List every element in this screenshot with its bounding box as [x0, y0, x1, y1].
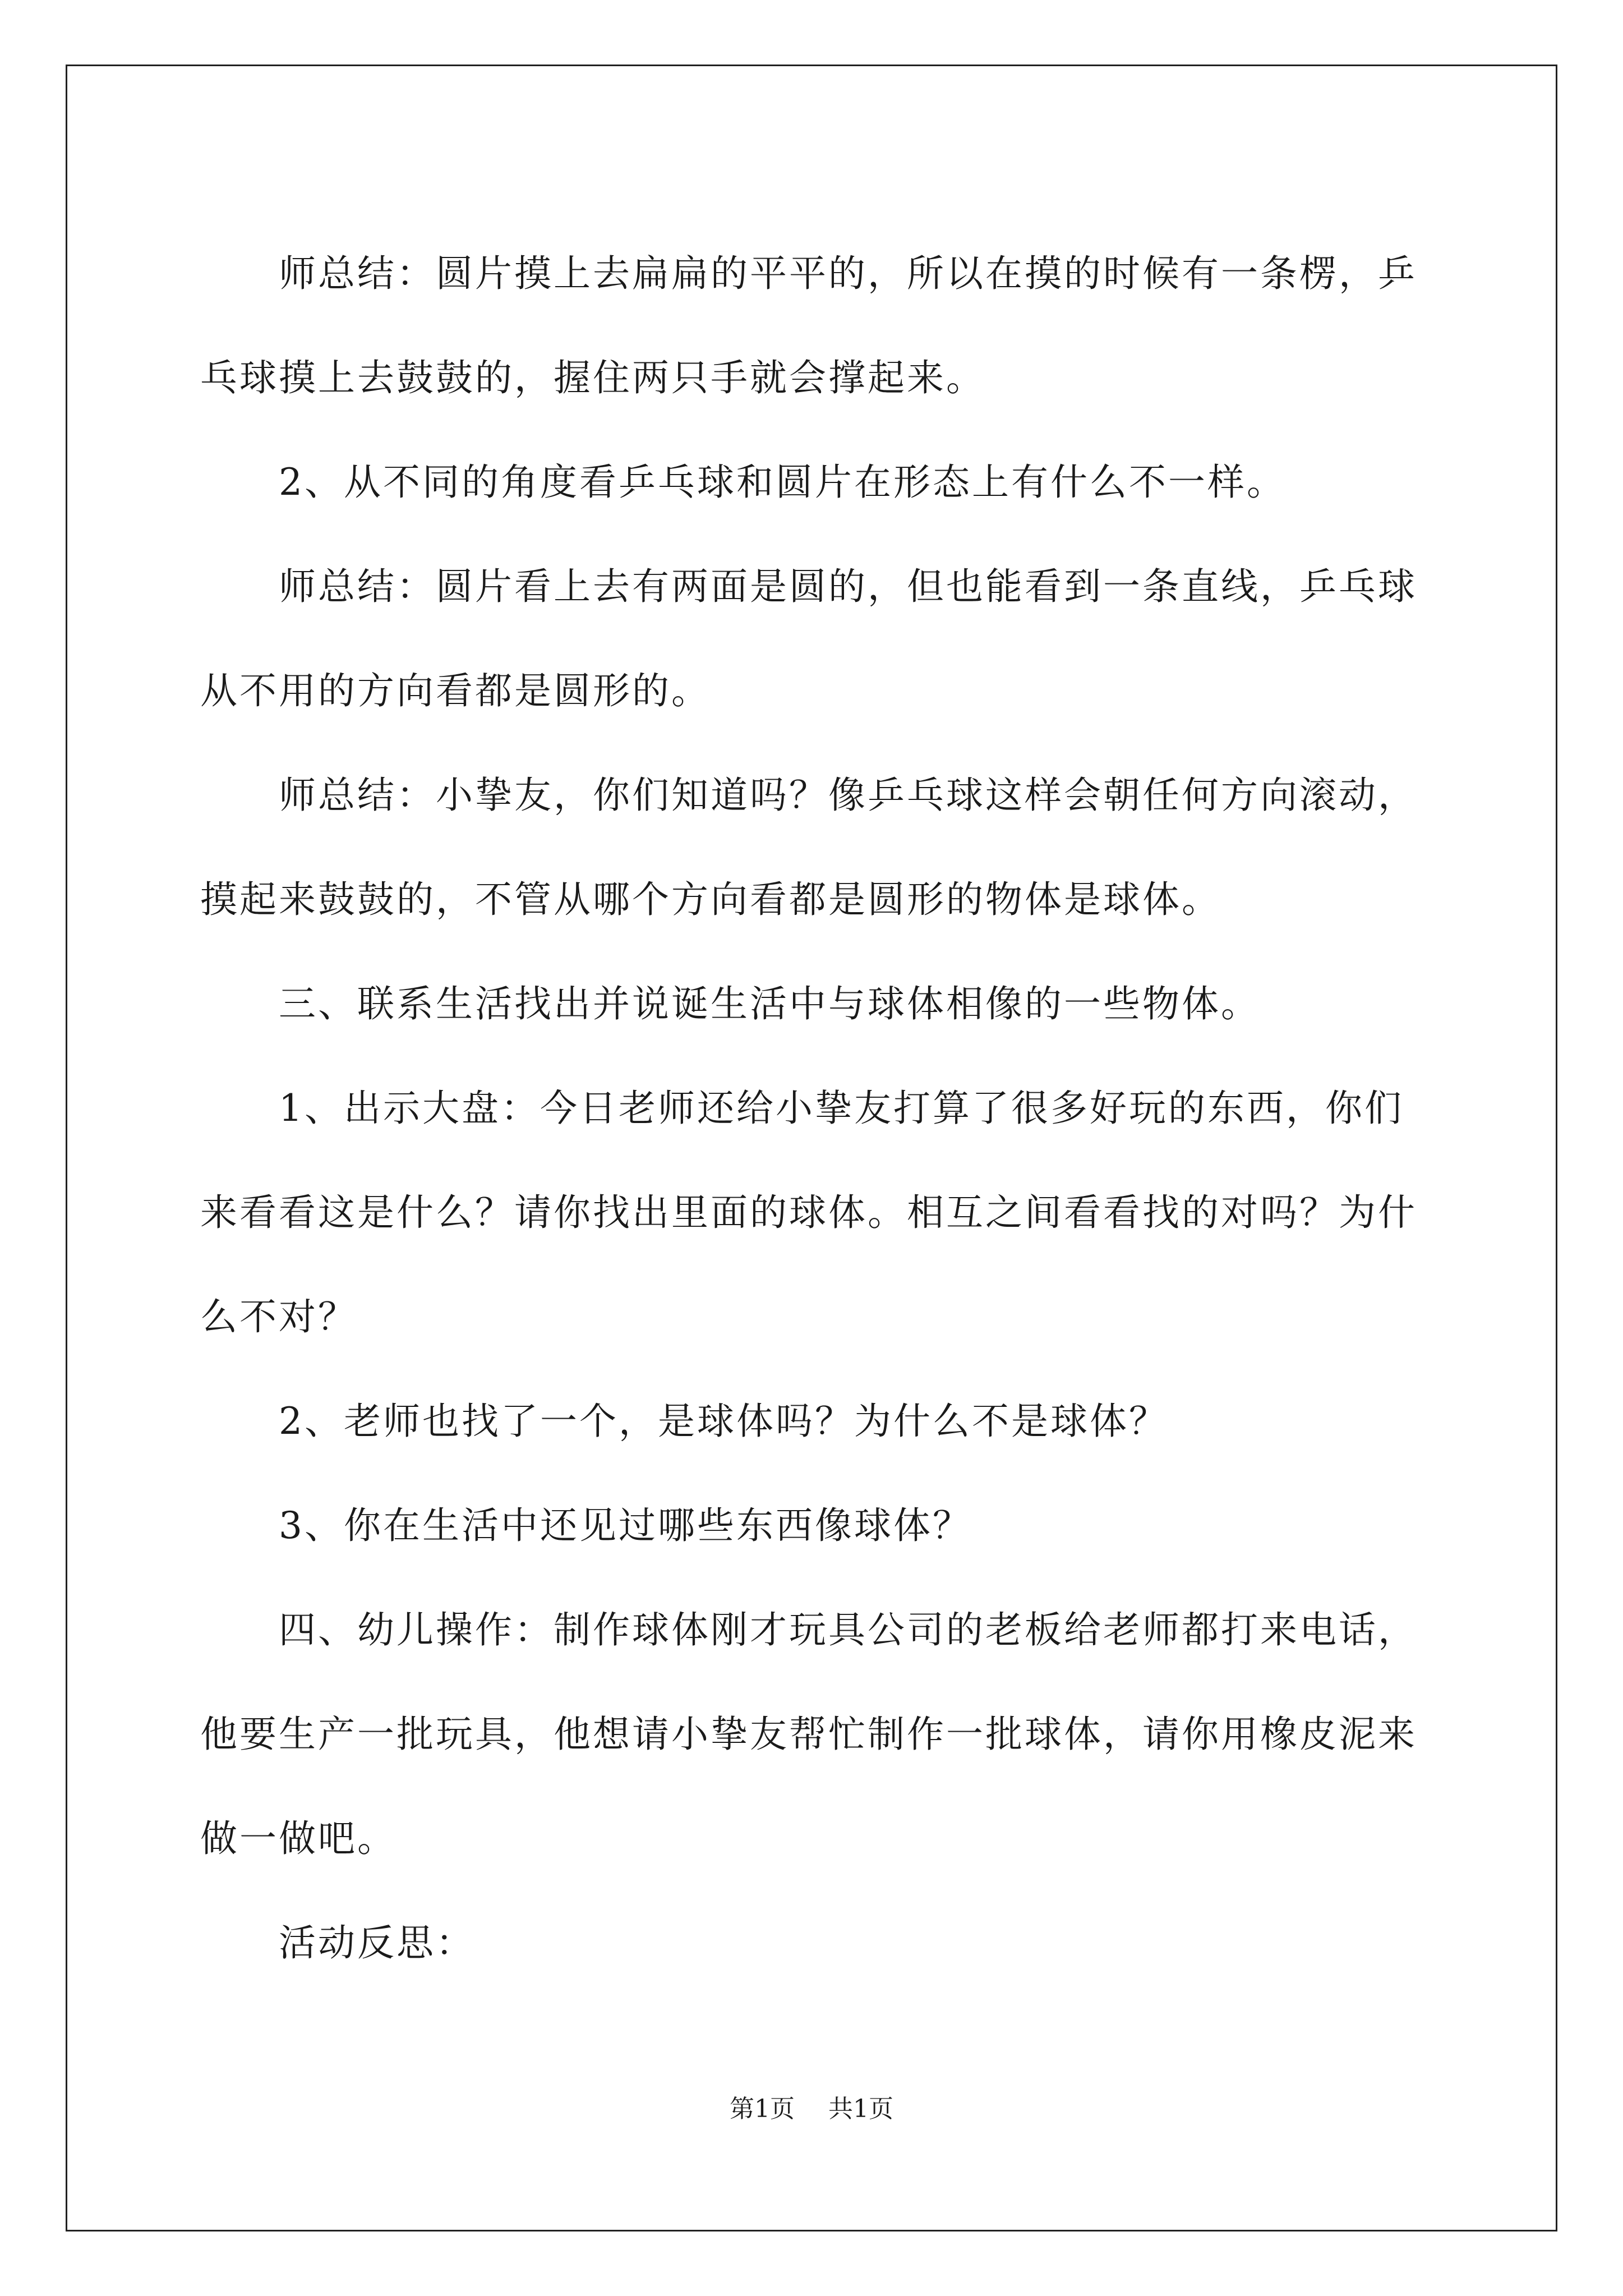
paragraph: 2、从不同的角度看乒乓球和圆片在形态上有什么不一样。 [279, 461, 1286, 504]
page-footer [0, 2092, 1623, 2126]
page-total: 共1页 [828, 2095, 893, 2123]
document-body [200, 222, 1434, 1995]
paragraph: 师总结：圆片摸上去扁扁的平平的，所以在摸的时候有一条楞，乒乓球摸上去鼓鼓的，握住两只手就会撑起来。 [200, 252, 1417, 399]
paragraph: 师总结：圆片看上去有两面是圆的，但也能看到一条直线，乒乓球从不用的方向看都是圆形的。 [200, 565, 1417, 712]
page-number: 第1页 [730, 2095, 795, 2123]
paragraph: 三、联系生活找出并说诞生活中与球体相像的一些物体。 [279, 982, 1260, 1025]
paragraph: 四、幼儿操作：制作球体刚才玩具公司的老板给老师都打来电话，他要生产一批玩具，他想请小挚友帮忙制作一批球体，请你用橡皮泥来做一做吧。 [200, 1608, 1417, 1860]
paragraph: 3、你在生活中还见过哪些东西像球体？ [279, 1504, 972, 1547]
paragraph: 师总结：小挚友，你们知道吗？像乒乓球这样会朝任何方向滚动，摸起来鼓鼓的，不管从哪个方向看都是圆形的物体是球体。 [200, 774, 1417, 921]
paragraph: 活动反思： [279, 1921, 475, 1964]
paragraph: 2、老师也找了一个，是球体吗？为什么不是球体？ [279, 1400, 1168, 1443]
paragraph: 1、出示大盘：今日老师还给小挚友打算了很多好玩的东西，你们来看看这是什么？请你找出里面的球体。相互之间看看找的对吗？为什么不对？ [200, 1087, 1417, 1338]
